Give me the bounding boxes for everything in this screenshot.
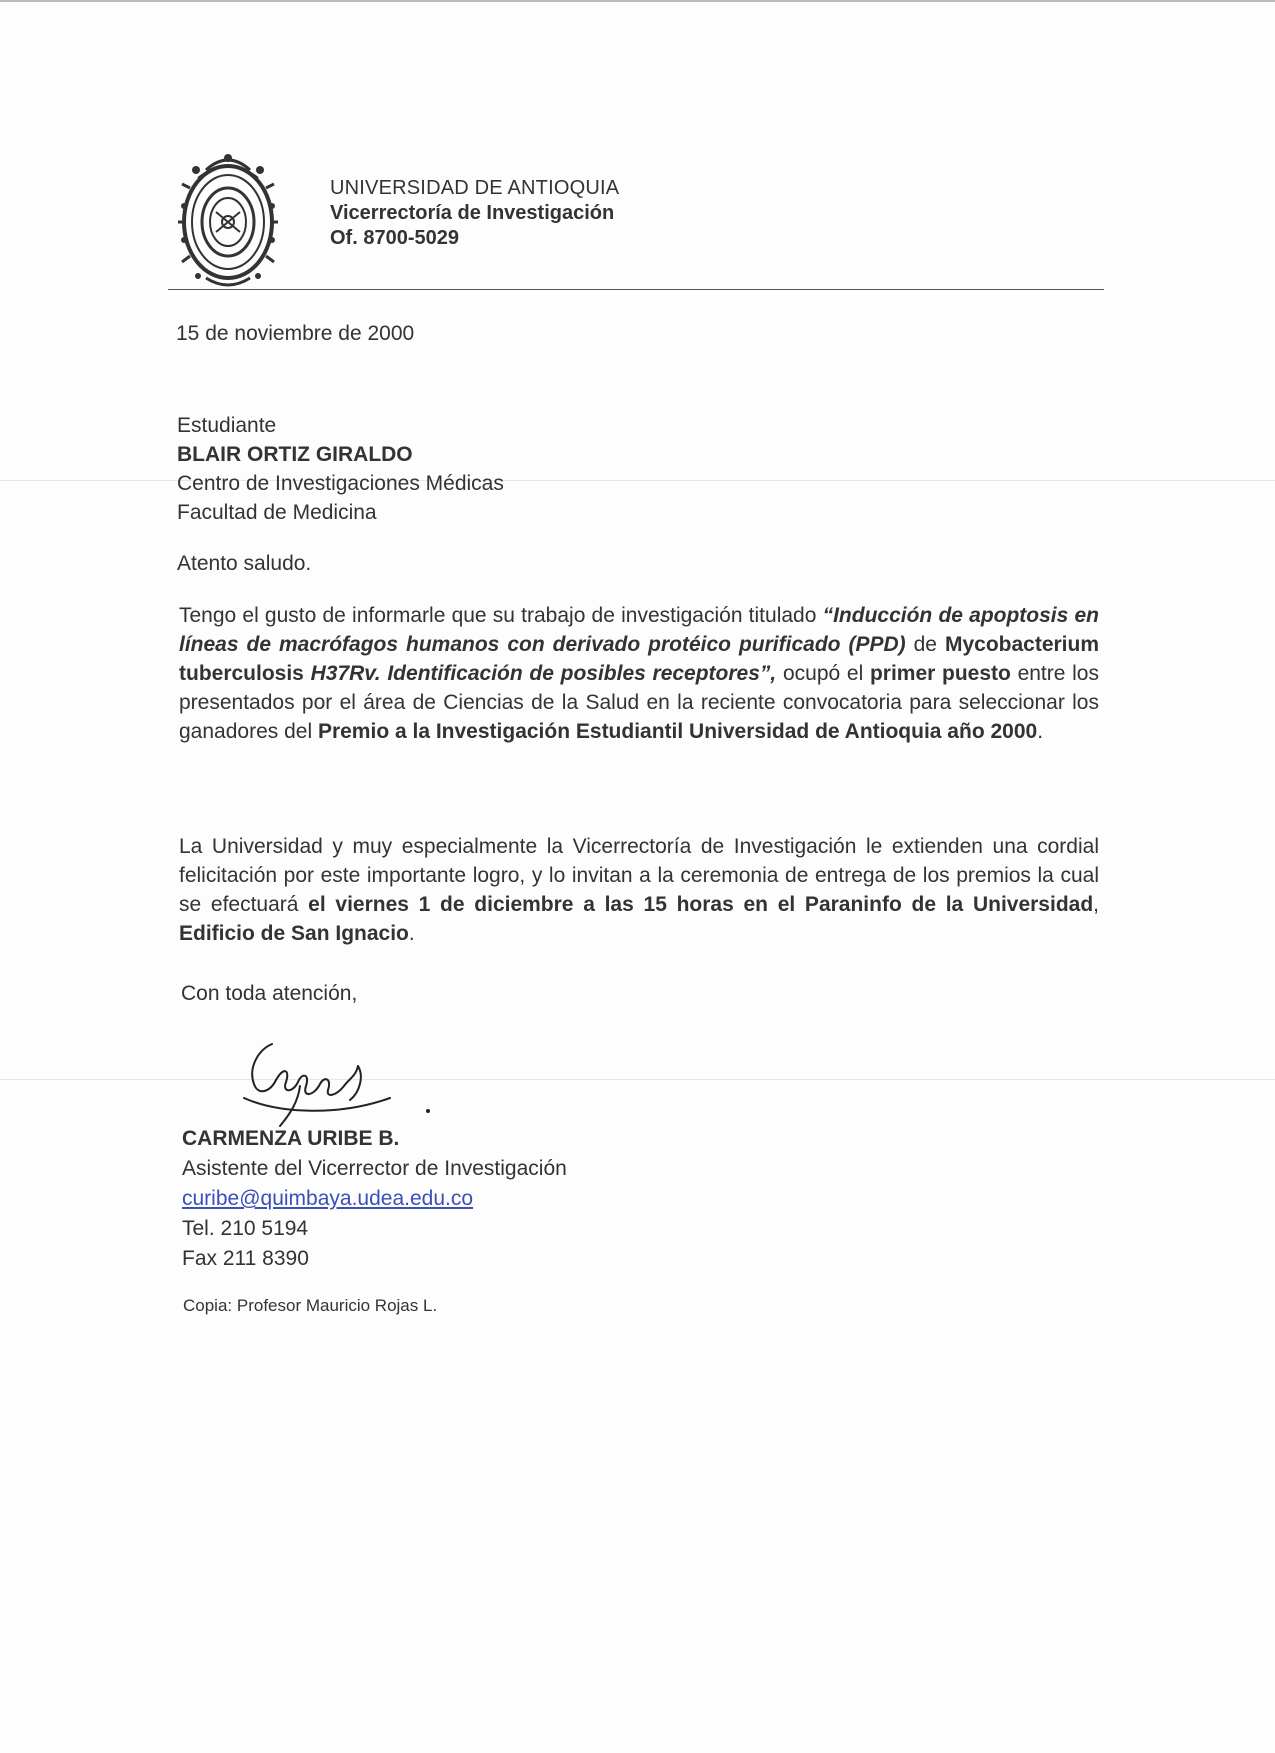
handwritten-signature: [240, 1036, 440, 1128]
p1-text: ocupó el: [776, 662, 870, 685]
closing: Con toda atención,: [181, 982, 358, 1005]
ink-dot: [426, 1109, 430, 1113]
signer-fax: Fax 211 8390: [182, 1247, 309, 1270]
signer-name: CARMENZA URIBE B.: [182, 1127, 400, 1150]
signer-phone: Tel. 210 5194: [182, 1217, 309, 1240]
office-phone: Of. 8700-5029: [330, 227, 459, 249]
greeting: Atento saludo.: [177, 552, 312, 575]
p1-text: entre los presentados por el área de Ciencias de la Salud en la reciente convocatoria para seleccionar los ganadores del: [179, 662, 1099, 743]
recipient-faculty: Facultad de Medicina: [177, 501, 377, 524]
copy-recipient: Copia: Profesor Mauricio Rojas L.: [183, 1296, 438, 1315]
recipient-role: Estudiante: [177, 414, 277, 437]
university-crest-icon: [176, 148, 280, 292]
p2-ceremony-place: Edificio de San Ignacio: [179, 922, 409, 945]
university-name: UNIVERSIDAD DE ANTIOQUIA: [330, 177, 620, 199]
p1-text: Tengo el gusto de informarle que su trabajo de investigación titulado: [179, 604, 823, 627]
p1-rank: primer puesto: [869, 662, 1011, 685]
signer-email-link[interactable]: curibe@quimbaya.udea.edu.co: [182, 1187, 474, 1210]
office-name: Vicerrectoría de Investigación: [330, 202, 615, 224]
fold-line: [0, 1079, 1275, 1080]
letter-date: 15 de noviembre de 2000: [176, 322, 415, 345]
paragraph-invitation: [179, 832, 1099, 948]
p2-ceremony-time: el viernes 1 de diciembre a las 15 horas en el Paraninfo de la Universidad: [308, 893, 1094, 916]
p2-text: .: [408, 922, 415, 945]
paragraph-award: [179, 601, 1099, 746]
p1-work-title: H37Rv. Identificación de posibles receptores”,: [310, 662, 777, 685]
p2-text: La Universidad y muy especialmente la Vicerrectoría de Investigación le extienden una cordial felicitación por este importante logro, y lo invitan a la ceremonia de entrega de los premios la cual se efectuará: [179, 835, 1099, 916]
p1-text: .: [1037, 720, 1044, 743]
letterhead: [330, 176, 619, 251]
recipient-block: [177, 411, 504, 527]
p2-text: ,: [1093, 893, 1099, 916]
p1-text: de: [905, 633, 945, 656]
scan-top-edge: [0, 0, 1275, 2]
p1-species: Mycobacterium tuberculosis: [179, 633, 1100, 685]
recipient-name: BLAIR ORTIZ GIRALDO: [177, 443, 413, 466]
signer-title: Asistente del Vicerrector de Investigación: [182, 1157, 567, 1180]
signer-block: [182, 1124, 567, 1274]
p1-work-title: “Inducción de apoptosis en líneas de macrófagos humanos con derivado protéico purificado (PPD): [179, 604, 1100, 656]
p1-text: [304, 662, 311, 685]
recipient-unit: Centro de Investigaciones Médicas: [177, 472, 504, 495]
header-rule: [168, 289, 1104, 290]
p1-award-name: Premio a la Investigación Estudiantil Universidad de Antioquia año 2000: [317, 720, 1038, 743]
